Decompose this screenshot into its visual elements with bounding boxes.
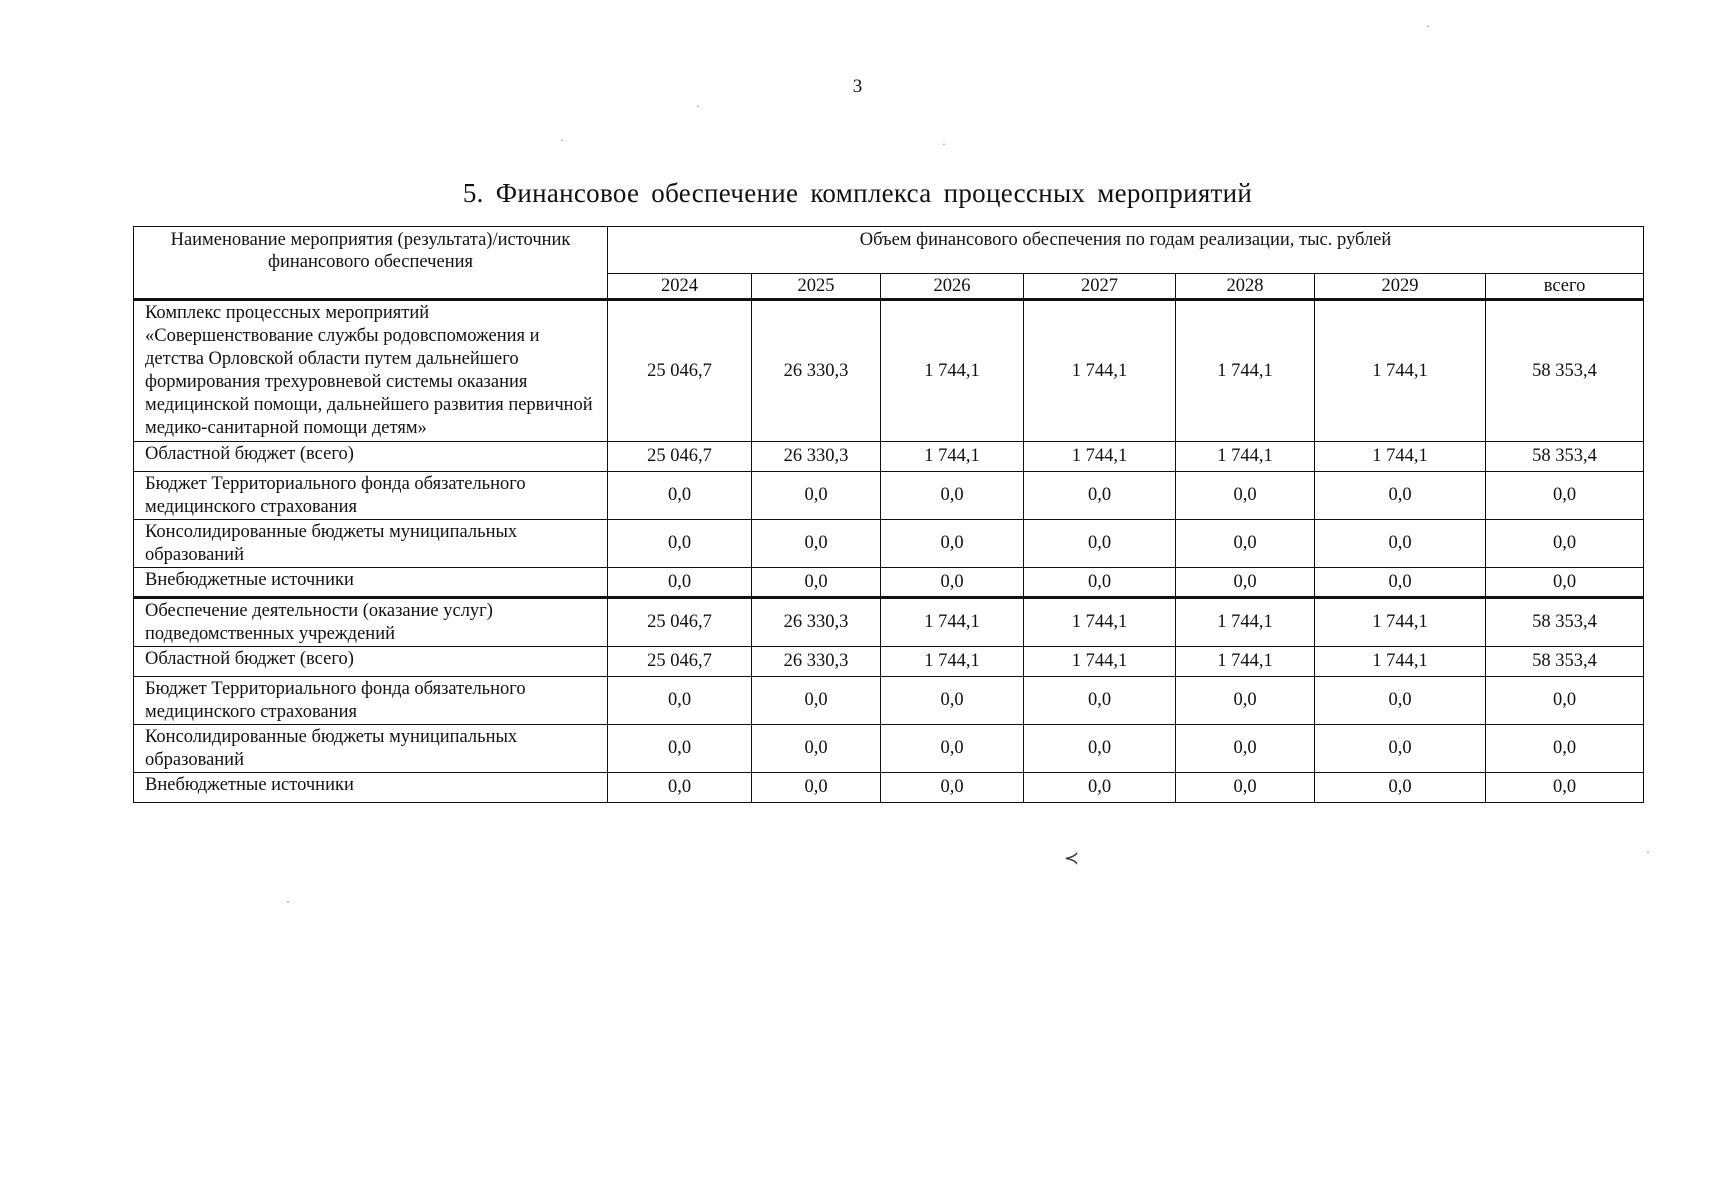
- value-cell: 0,0: [881, 773, 1024, 803]
- value-cell: 1 744,1: [1024, 442, 1176, 472]
- value-cell: 26 330,3: [752, 647, 881, 677]
- value-cell: 0,0: [1024, 677, 1176, 725]
- year-header-2027: 2027: [1024, 274, 1176, 300]
- row-label: Внебюджетные источники: [134, 773, 608, 803]
- value-cell: 1 744,1: [1176, 300, 1315, 442]
- value-cell: 0,0: [1315, 773, 1486, 803]
- scan-mark: ≺: [1064, 848, 1080, 868]
- value-cell: 0,0: [1176, 725, 1315, 773]
- table-row: [134, 598, 1644, 647]
- total-cell: 0,0: [1486, 773, 1644, 803]
- year-header-2025: 2025: [752, 274, 881, 300]
- row-label: Областной бюджет (всего): [134, 442, 608, 472]
- table-row: [134, 725, 1644, 773]
- table-row: [134, 442, 1644, 472]
- total-cell: 0,0: [1486, 677, 1644, 725]
- value-cell: 0,0: [881, 520, 1024, 568]
- value-cell: 0,0: [1315, 725, 1486, 773]
- scan-speck: ·: [286, 895, 290, 909]
- value-cell: 1 744,1: [1315, 442, 1486, 472]
- value-cell: 0,0: [1024, 520, 1176, 568]
- value-cell: 1 744,1: [881, 442, 1024, 472]
- table-row: [134, 773, 1644, 803]
- table-row: [134, 300, 1644, 442]
- value-cell: 0,0: [1315, 568, 1486, 598]
- total-cell: 58 353,4: [1486, 647, 1644, 677]
- value-cell: 0,0: [608, 520, 752, 568]
- value-cell: 0,0: [1176, 520, 1315, 568]
- value-cell: 0,0: [752, 677, 881, 725]
- total-cell: 58 353,4: [1486, 300, 1644, 442]
- value-cell: 0,0: [752, 725, 881, 773]
- value-cell: 0,0: [1024, 773, 1176, 803]
- row-label: Обеспечение деятельности (оказание услуг) подведомственных учреждений: [134, 598, 608, 647]
- value-cell: 1 744,1: [1315, 300, 1486, 442]
- value-cell: 25 046,7: [608, 442, 752, 472]
- value-cell: 0,0: [752, 773, 881, 803]
- value-cell: 0,0: [881, 472, 1024, 520]
- value-cell: 26 330,3: [752, 442, 881, 472]
- value-cell: 0,0: [1176, 773, 1315, 803]
- table-row: [134, 568, 1644, 598]
- value-cell: 1 744,1: [881, 300, 1024, 442]
- scan-speck: ·: [942, 137, 946, 151]
- value-cell: 0,0: [1024, 568, 1176, 598]
- value-cell: 0,0: [608, 568, 752, 598]
- value-cell: 0,0: [1024, 725, 1176, 773]
- scan-speck: ·: [1426, 19, 1430, 33]
- value-cell: 0,0: [1176, 568, 1315, 598]
- value-cell: 0,0: [608, 472, 752, 520]
- value-cell: 0,0: [752, 472, 881, 520]
- section-title: 5. Финансовое обеспечение комплекса процессных мероприятий: [462, 178, 1253, 208]
- table-row: [134, 677, 1644, 725]
- value-cell: 0,0: [1315, 520, 1486, 568]
- year-header-2026: 2026: [881, 274, 1024, 300]
- value-cell: 25 046,7: [608, 647, 752, 677]
- total-cell: 0,0: [1486, 472, 1644, 520]
- year-header-2024: 2024: [608, 274, 752, 300]
- value-cell: 0,0: [752, 568, 881, 598]
- row-label: Бюджет Территориального фонда обязательного медицинского страхования: [134, 677, 608, 725]
- value-cell: 0,0: [1315, 472, 1486, 520]
- financing-table: [133, 226, 1644, 803]
- value-cell: 1 744,1: [881, 598, 1024, 647]
- value-cell: 25 046,7: [608, 598, 752, 647]
- value-cell: 0,0: [1315, 677, 1486, 725]
- value-cell: 0,0: [881, 568, 1024, 598]
- year-header-2029: 2029: [1315, 274, 1486, 300]
- value-cell: 1 744,1: [1176, 647, 1315, 677]
- value-cell: 1 744,1: [881, 647, 1024, 677]
- value-cell: 1 744,1: [1024, 300, 1176, 442]
- total-column-header: всего: [1486, 274, 1644, 300]
- row-label: Консолидированные бюджеты муниципальных образований: [134, 725, 608, 773]
- total-cell: 0,0: [1486, 725, 1644, 773]
- value-cell: 0,0: [881, 677, 1024, 725]
- row-label: Областной бюджет (всего): [134, 647, 608, 677]
- row-label: Комплекс процессных мероприятий «Совершенствование службы родовспоможения и детства Орловской области путем дальнейшего формирования трехуровневой системы оказания медицинской помощи, дальнейшего развития первичной медико-санитарной помощи детям»: [134, 300, 608, 442]
- scan-speck: ·: [1646, 845, 1650, 859]
- value-cell: 26 330,3: [752, 598, 881, 647]
- year-header-2028: 2028: [1176, 274, 1315, 300]
- value-cell: 25 046,7: [608, 300, 752, 442]
- value-cell: 0,0: [608, 725, 752, 773]
- total-cell: 58 353,4: [1486, 598, 1644, 647]
- scan-speck: ·: [696, 99, 700, 113]
- value-cell: 1 744,1: [1176, 442, 1315, 472]
- row-label: Консолидированные бюджеты муниципальных образований: [134, 520, 608, 568]
- value-cell: 0,0: [608, 677, 752, 725]
- value-cell: 1 744,1: [1315, 647, 1486, 677]
- total-cell: 0,0: [1486, 520, 1644, 568]
- row-label: Внебюджетные источники: [134, 568, 608, 598]
- value-cell: 1 744,1: [1176, 598, 1315, 647]
- value-cell: 1 744,1: [1024, 598, 1176, 647]
- total-cell: 0,0: [1486, 568, 1644, 598]
- value-cell: 0,0: [608, 773, 752, 803]
- name-column-header: Наименование мероприятия (результата)/источник финансового обеспечения: [134, 227, 608, 300]
- table-row: [134, 647, 1644, 677]
- value-cell: 0,0: [1024, 472, 1176, 520]
- scan-speck: ·: [560, 133, 564, 147]
- value-cell: 1 744,1: [1315, 598, 1486, 647]
- value-cell: 0,0: [881, 725, 1024, 773]
- table-row: [134, 472, 1644, 520]
- value-cell: 0,0: [752, 520, 881, 568]
- total-cell: 58 353,4: [1486, 442, 1644, 472]
- value-cell: 0,0: [1176, 677, 1315, 725]
- financing-volume-header: Объем финансового обеспечения по годам реализации, тыс. рублей: [608, 227, 1644, 274]
- row-label: Бюджет Территориального фонда обязательного медицинского страхования: [134, 472, 608, 520]
- value-cell: 1 744,1: [1024, 647, 1176, 677]
- value-cell: 0,0: [1176, 472, 1315, 520]
- table-row: [134, 520, 1644, 568]
- value-cell: 26 330,3: [752, 300, 881, 442]
- header-row: [134, 227, 1644, 274]
- page-number: 3: [852, 76, 863, 97]
